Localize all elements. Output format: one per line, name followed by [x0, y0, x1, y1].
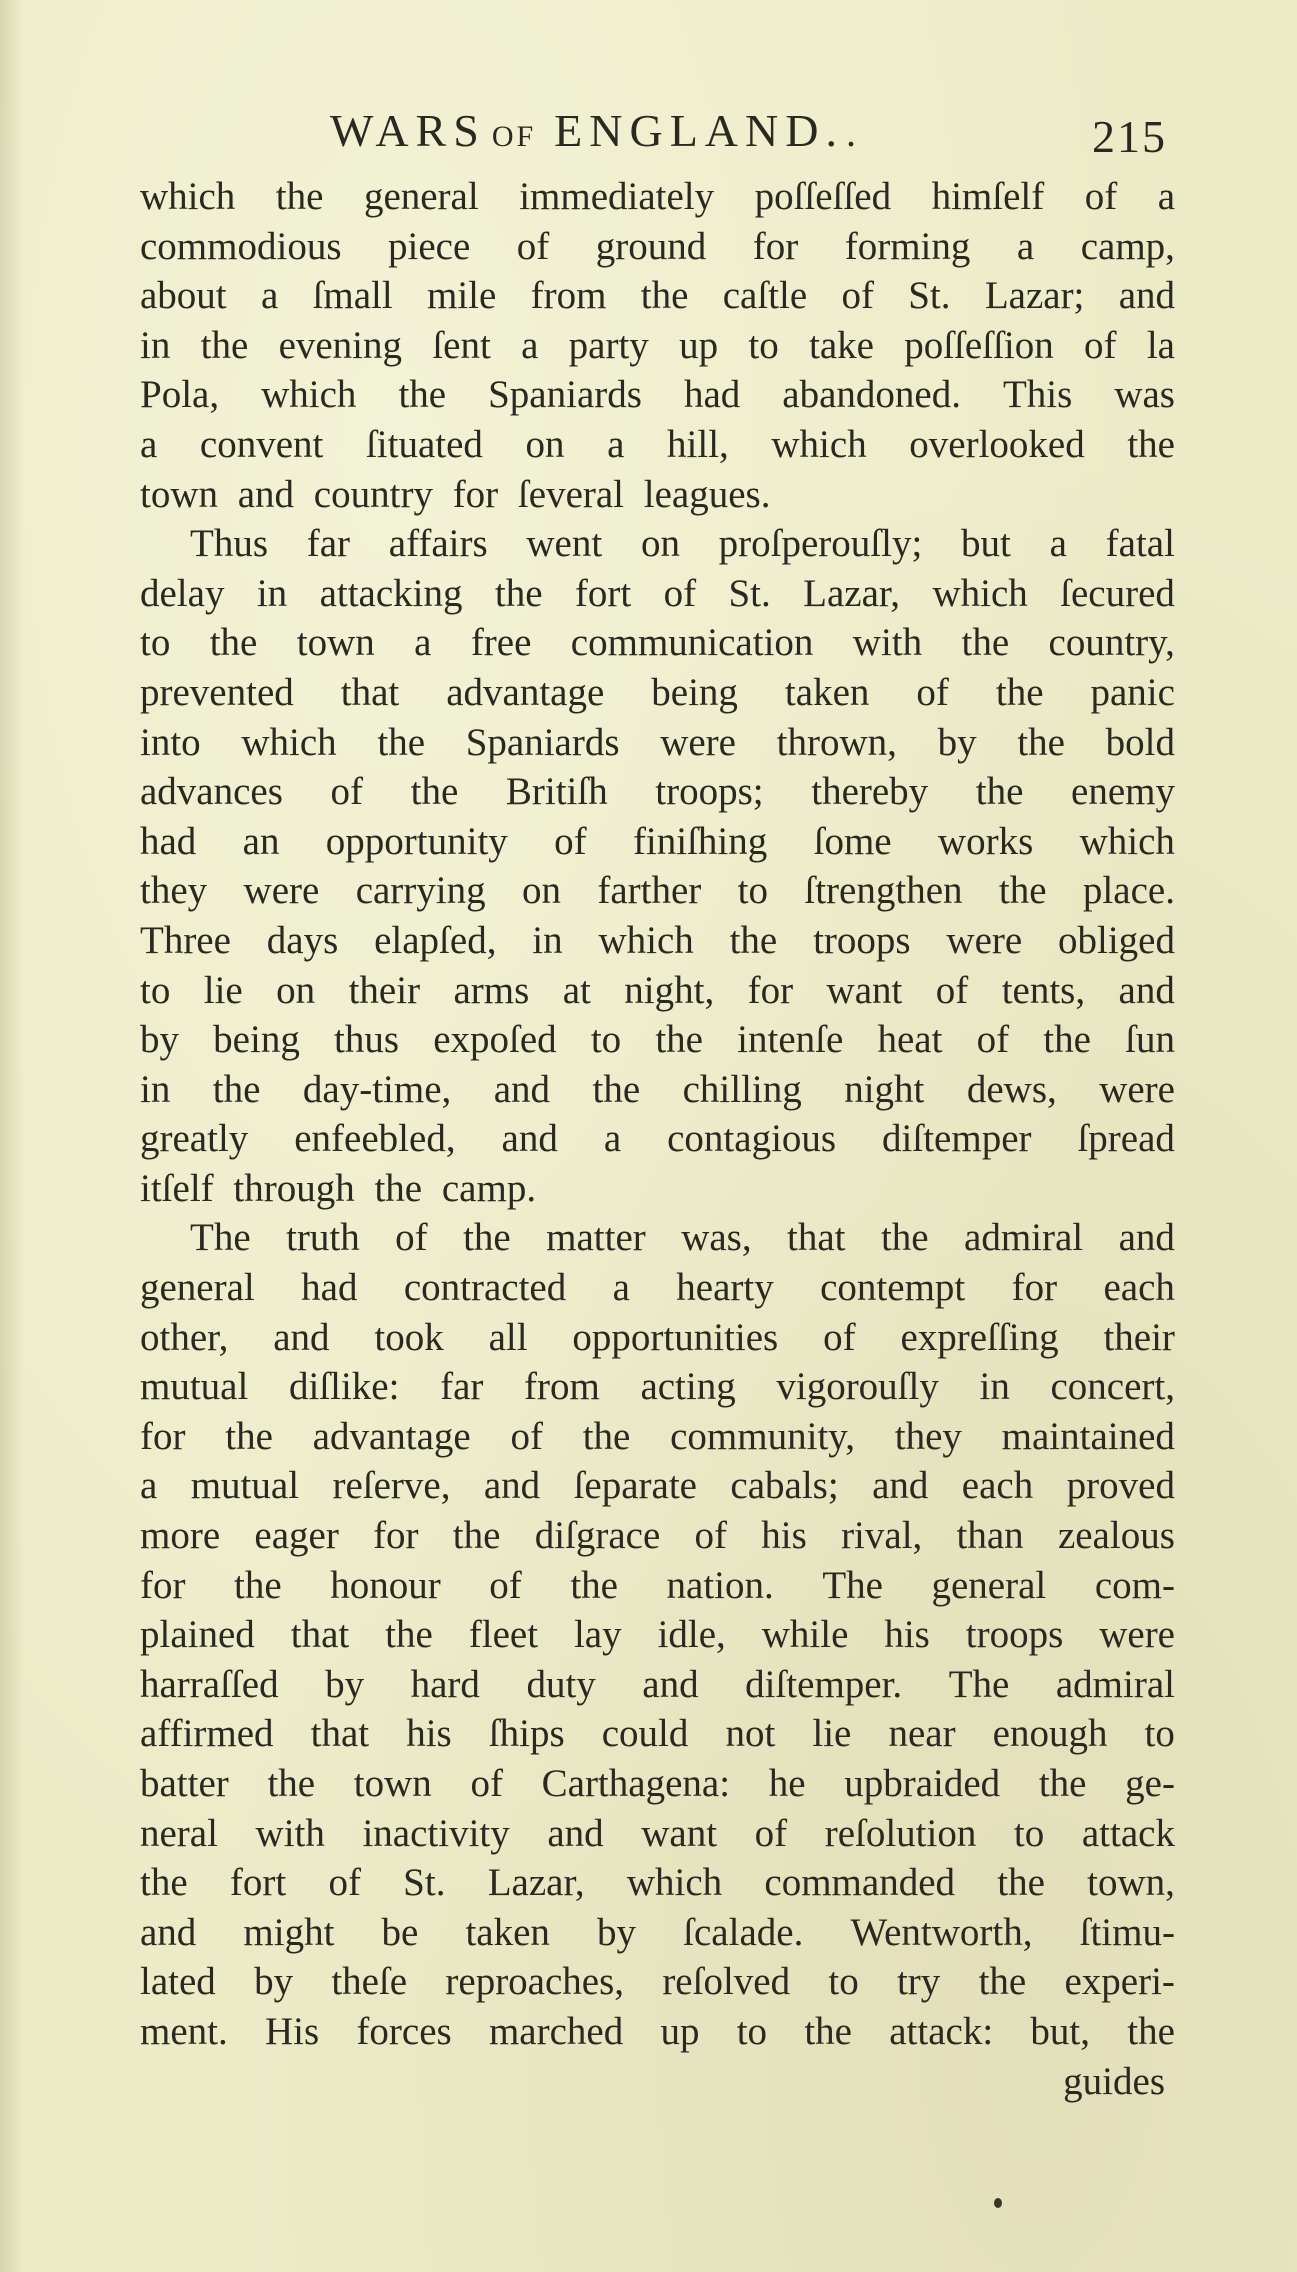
running-head: [330, 104, 1030, 164]
text-line: in the day-time, and the chilling night dews, were: [140, 1067, 1175, 1111]
text-line: and might be taken by ſcalade. Wentworth, ſtimu-: [140, 1910, 1175, 1954]
running-head-stray-dot: .: [845, 110, 856, 155]
text-line: itſelf through the camp.: [140, 1166, 537, 1210]
text-line: batter the town of Carthagena: he upbraided the ge-: [140, 1762, 1175, 1805]
text-line: commodious piece of ground for forming a camp,: [140, 224, 1175, 268]
text-line: had an opportunity of finiſhing ſome works which: [140, 819, 1175, 863]
body-text: [140, 172, 1175, 2106]
text-line: the fort of St. Lazar, which commanded the town,: [140, 1861, 1175, 1905]
text-line: for the advantage of the community, they maintained: [140, 1414, 1175, 1458]
text-line: town and country for ſeveral leagues.: [140, 472, 771, 516]
running-head-of: OF: [491, 120, 537, 153]
text-line: ment. His forces marched up to the attack: but, the: [140, 2009, 1175, 2053]
running-head-england: ENGLAND.: [554, 105, 844, 156]
text-line: greatly enfeebled, and a contagious diſtemper ſpread: [140, 1117, 1175, 1161]
ink-speck: [994, 2198, 1002, 2208]
text-line: to the town a free communication with the country,: [140, 621, 1175, 665]
text-line: which the general immediately poſſeſſed himſelf of a: [140, 175, 1175, 218]
text-line: by being thus expoſed to the intenſe heat of the ſun: [140, 1018, 1175, 1062]
text-line: lated by theſe reproaches, reſolved to try the experi-: [140, 1960, 1175, 2004]
text-line: a convent ſituated on a hill, which overlooked the: [140, 422, 1175, 466]
text-line: more eager for the diſgrace of his rival, than zealous: [140, 1514, 1175, 1558]
text-line: about a ſmall mile from the caſtle of St. Lazar; and: [140, 274, 1175, 318]
paragraph-start-line: Thus far affairs went on proſperouſly; but a fatal: [190, 522, 1175, 566]
text-line: prevented that advantage being taken of the panic: [140, 670, 1175, 714]
text-line: harraſſed by hard duty and diſtemper. The admiral: [140, 1662, 1175, 1706]
text-line: other, and took all opportunities of expreſſing their: [140, 1315, 1175, 1359]
running-head-wars: WARS: [330, 105, 486, 156]
page-edge-shadow: [0, 0, 24, 2272]
text-line: for the honour of the nation. The general com-: [140, 1563, 1175, 1607]
text-line: to lie on their arms at night, for want of tents, and: [140, 968, 1175, 1012]
catchword: guides: [1063, 2059, 1165, 2103]
text-line: a mutual reſerve, and ſeparate cabals; and each proved: [140, 1464, 1175, 1508]
page-number: 215: [1092, 111, 1167, 162]
text-line: advances of the Britiſh troops; thereby the enemy: [140, 770, 1175, 814]
text-line: mutual diſlike: far from acting vigorouſly in concert,: [140, 1365, 1175, 1409]
paragraph-start-line: The truth of the matter was, that the admiral and: [190, 1216, 1175, 1260]
text-line: Pola, which the Spaniards had abandoned. This was: [140, 373, 1175, 417]
text-line: they were carrying on farther to ſtrengthen the place.: [140, 869, 1175, 913]
text-line: general had contracted a hearty contempt for each: [140, 1266, 1175, 1310]
text-line: plained that the fleet lay idle, while his troops were: [140, 1613, 1175, 1657]
text-line: into which the Spaniards were thrown, by the bold: [140, 720, 1175, 764]
text-line: affirmed that his ſhips could not lie near enough to: [140, 1712, 1175, 1756]
text-line: neral with inactivity and want of reſolution to attack: [140, 1811, 1175, 1855]
text-line: in the evening ſent a party up to take poſſeſſion of la: [140, 323, 1175, 367]
text-line: delay in attacking the fort of St. Lazar, which ſecured: [140, 571, 1175, 615]
text-line: Three days elapſed, in which the troops were obliged: [140, 918, 1175, 962]
